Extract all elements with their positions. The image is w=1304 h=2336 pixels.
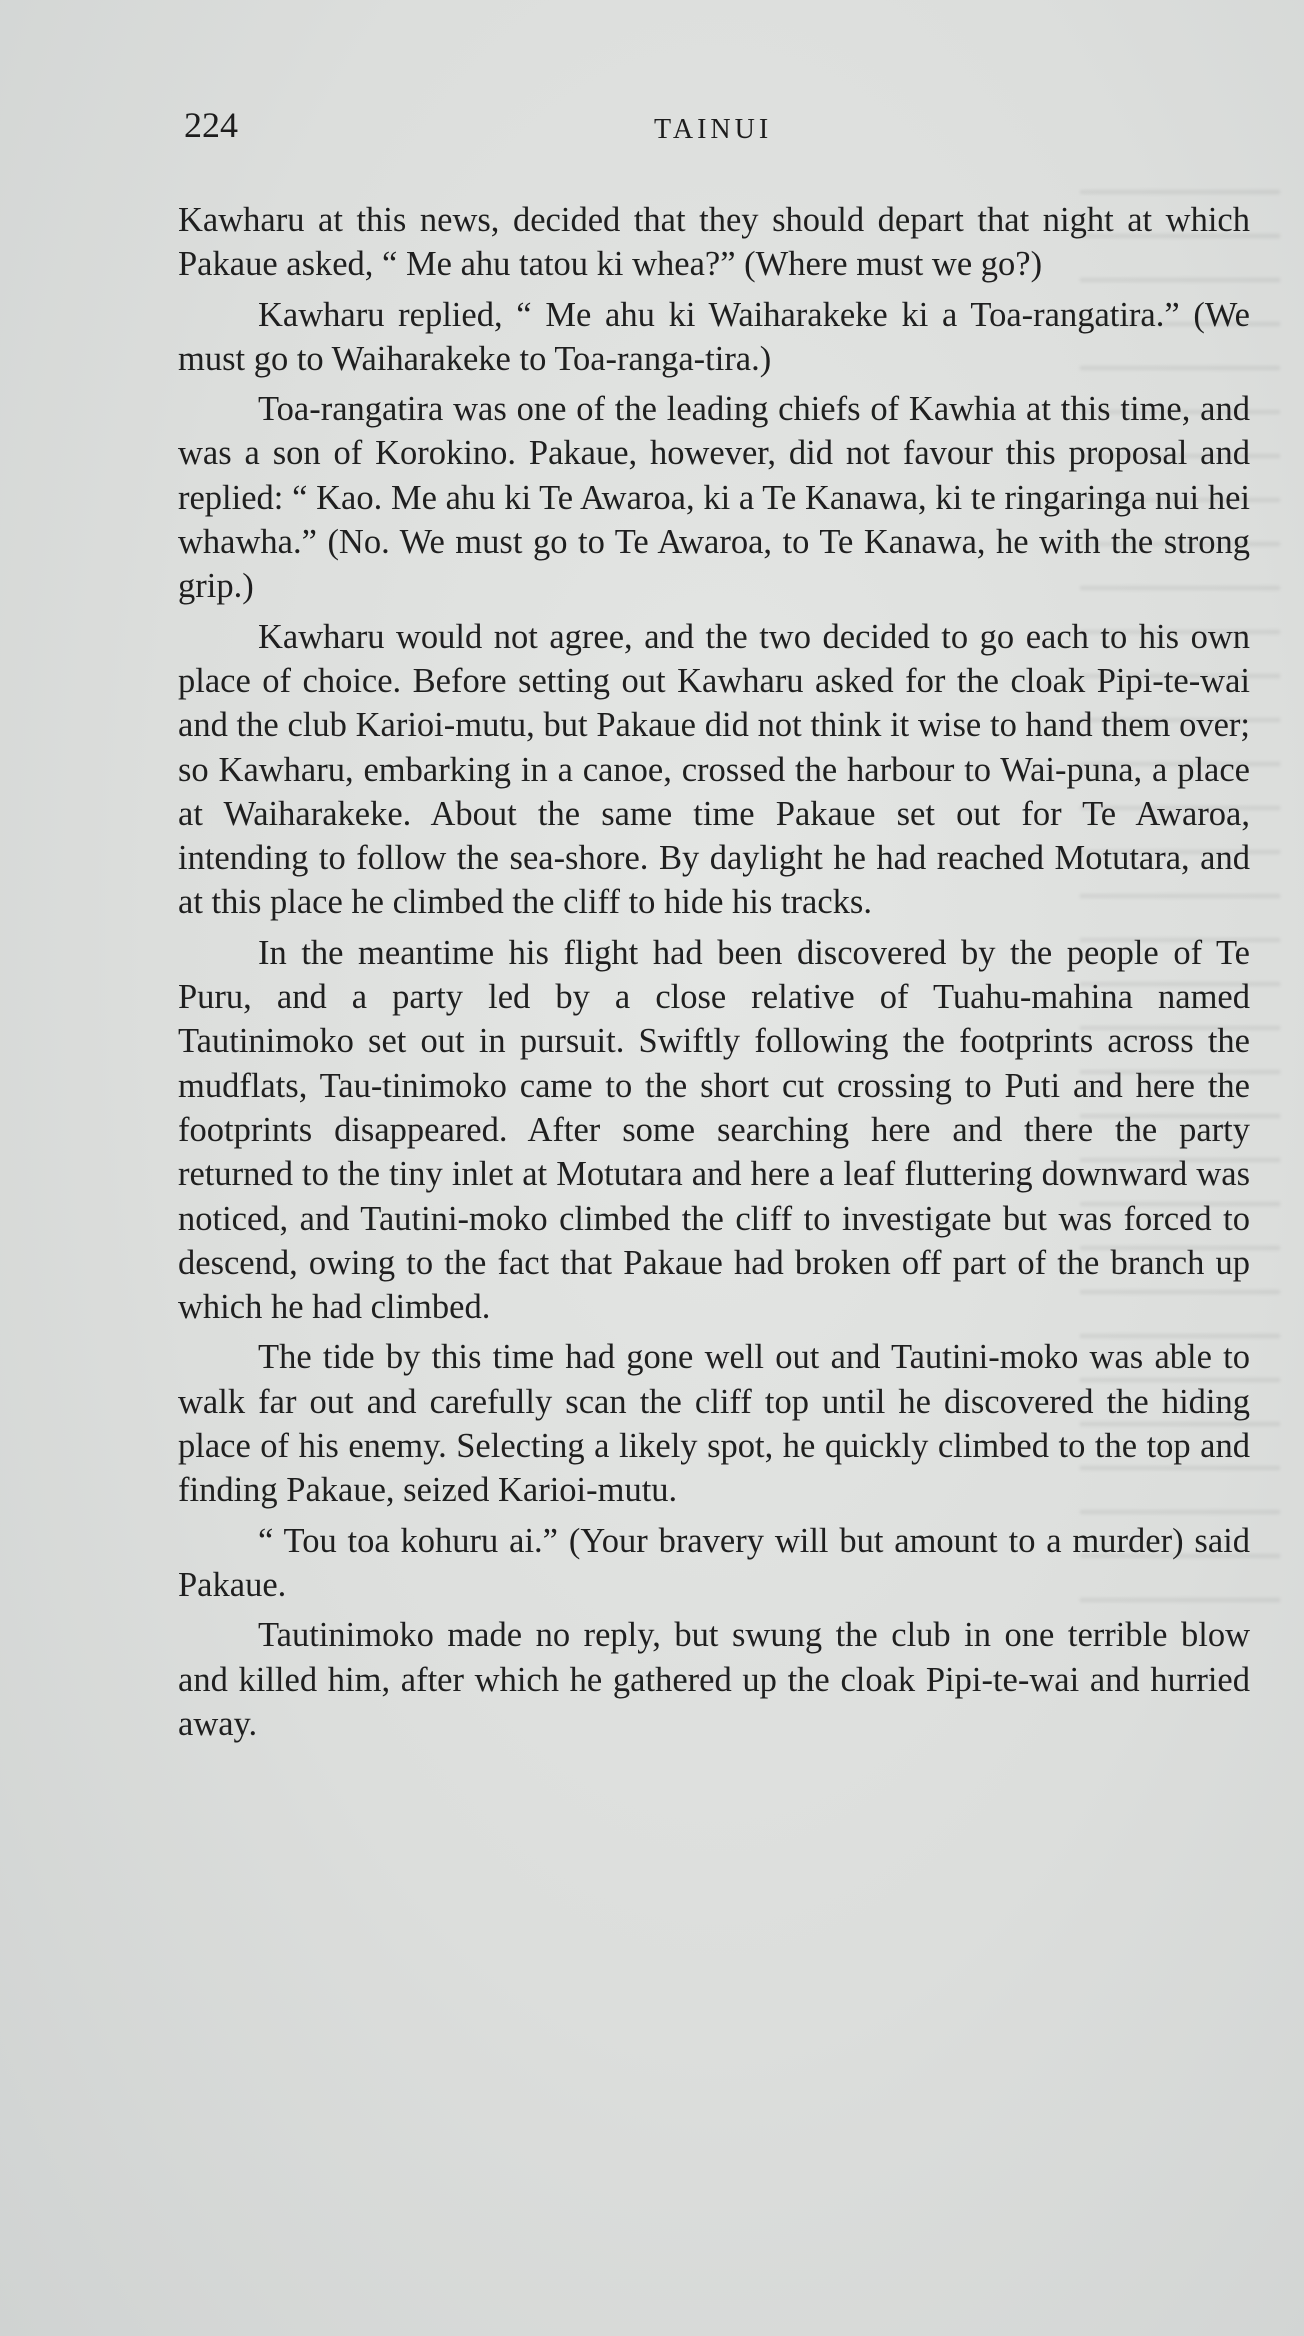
page-number: 224	[184, 105, 238, 145]
paragraph: In the meantime his flight had been discovered by the people of Te Puru, and a party led by a close relative of Tuahu-mahina named Tautinimoko set out in pursuit. Swiftly following the footprints across the mudflats, Tau-tinimoko came to the short cut crossing to Puti and here the footprints disappeared. After some searching here and there the party returned to the tiny inlet at Motutara and here a leaf fluttering downward was noticed, and Tautini-moko climbed the cliff to investigate but was forced to descend, owing to the fact that Pakaue had broken off part of the branch up which he had climbed.	[178, 933, 1250, 1327]
paragraph: Kawharu at this news, decided that they should depart that night at which Pakaue asked, “ Me ahu tatou ki whea?” (Where must we go?)	[178, 201, 1250, 284]
paragraph: Tautinimoko made no reply, but swung the club in one terrible blow and killed him, after which he gathered up the cloak Pipi-te-wai and hurried away.	[178, 1616, 1250, 1743]
paragraph: Kawharu would not agree, and the two decided to go each to his own place of choice. Before setting out Kawharu asked for the cloak Pipi-te-wai and the club Karioi-mutu, but Pakaue did not think it wise to hand them over; so Kawharu, embarking in a canoe, crossed the harbour to Wai-puna, a place at Waiharakeke. About the same time Pakaue set out for Te Awaroa, intending to follow the sea-shore. By daylight he had reached Motutara, and at this place he climbed the cliff to hide his tracks.	[178, 617, 1250, 922]
paragraph: The tide by this time had gone well out and Tautini-moko was able to walk far out and carefully scan the cliff top until he discovered the hiding place of his enemy. Selecting a likely spot, he quickly climbed to the top and finding Pakaue, seized Karioi-mutu.	[178, 1338, 1250, 1510]
paragraph: “ Tou toa kohuru ai.” (Your bravery will but amount to a murder) said Pakaue.	[178, 1521, 1250, 1604]
paragraph: Kawharu replied, “ Me ahu ki Waiharakeke ki a Toa-rangatira.” (We must go to Waiharakeke to Toa-ranga-tira.)	[178, 295, 1250, 378]
page-header	[184, 104, 1244, 164]
paragraph: Toa-rangatira was one of the leading chiefs of Kawhia at this time, and was a son of Korokino. Pakaue, however, did not favour this proposal and replied: “ Kao. Me ahu ki Te Awaroa, ki a Te Kanawa, ki te ringaringa nui hei whawha.” (No. We must go to Te Awaroa, to Te Kanawa, he with the strong grip.)	[178, 390, 1250, 606]
running-head: TAINUI	[654, 114, 773, 145]
body-text	[178, 198, 1250, 1752]
